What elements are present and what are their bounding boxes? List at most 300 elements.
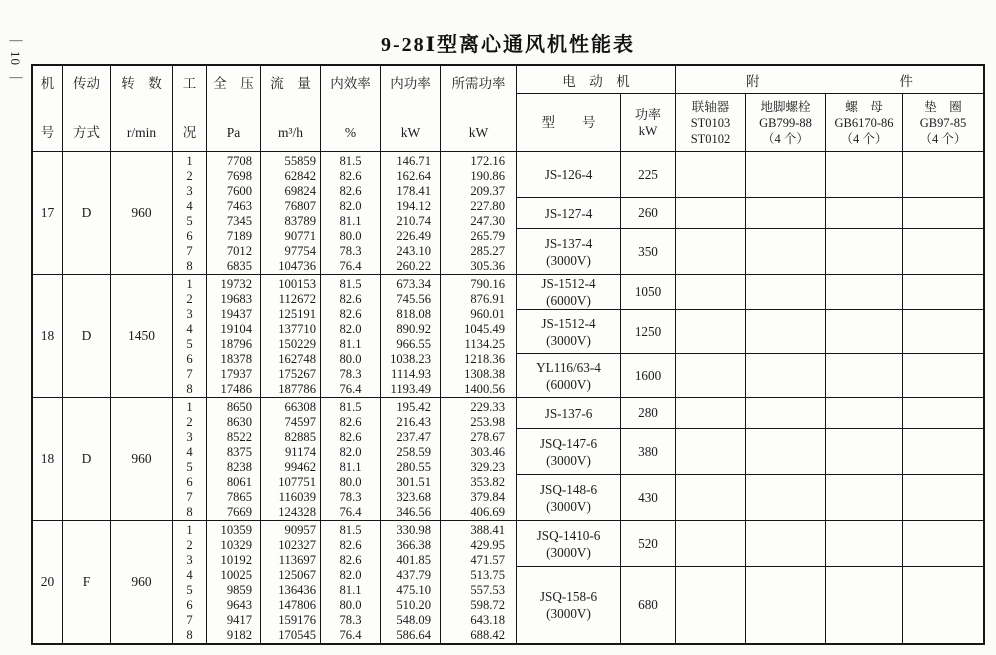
- cell-value: 247.30: [470, 214, 505, 228]
- drive-type: D: [81, 205, 92, 220]
- cell-value: 90957: [284, 523, 316, 537]
- cell-value: 83789: [284, 214, 316, 228]
- header-line: ST0103: [690, 115, 731, 130]
- cell-value: 172.16: [470, 154, 505, 168]
- coupling-cell: [676, 429, 746, 474]
- cell-value: 81.1: [339, 583, 362, 597]
- cell-value: 7463: [226, 199, 252, 213]
- motor-model: JSQ-147-6: [539, 435, 598, 451]
- cell-value: 346.56: [396, 505, 431, 519]
- cell-value: 253.98: [470, 415, 505, 429]
- header-line: 流 量: [270, 76, 311, 91]
- header-line: r/min: [126, 125, 157, 140]
- cell-value: 379.84: [470, 490, 505, 504]
- cell-value: 69824: [284, 184, 316, 198]
- motor-power: 520: [638, 535, 658, 551]
- cell-value: 586.64: [396, 628, 431, 642]
- machine-no-cell: [33, 275, 63, 397]
- drive-type: D: [81, 328, 92, 343]
- cell-value: 4: [186, 568, 193, 582]
- cell-value: 78.3: [339, 367, 362, 381]
- cell-value: 80.0: [339, 475, 362, 489]
- motor-row: [517, 567, 983, 643]
- page-number: 10: [7, 51, 23, 66]
- cell-value: 330.98: [396, 523, 431, 537]
- cell-value: 510.20: [396, 598, 431, 612]
- anchor-bolt-cell: [746, 567, 826, 643]
- cell-value: 113697: [278, 553, 316, 567]
- motor-power-cell: [621, 567, 676, 643]
- drive-type-cell: [63, 521, 111, 643]
- cell-value: 513.75: [470, 568, 505, 582]
- motor-row: [517, 152, 983, 198]
- motor-power-cell: [621, 152, 676, 197]
- cell-value: 5: [186, 337, 193, 351]
- coupling-cell: [676, 275, 746, 309]
- machine-no-cell: [33, 152, 63, 274]
- cell-value: 187786: [278, 382, 316, 396]
- anchor-bolt-cell: [746, 275, 826, 309]
- cell-value: 147806: [278, 598, 316, 612]
- performance-table: [31, 64, 985, 645]
- machine-no: 18: [40, 328, 55, 343]
- motor-accessory-section: [517, 398, 983, 520]
- col-header-efficiency: [321, 66, 381, 152]
- cell-value: 150229: [278, 337, 316, 351]
- cell-value: 429.95: [470, 538, 505, 552]
- header-line: 型 号: [541, 114, 596, 130]
- nut-cell: [826, 275, 903, 309]
- cell-value: 226.49: [396, 229, 431, 243]
- cell-value: 81.5: [339, 154, 362, 168]
- cell-value: 1193.49: [390, 382, 431, 396]
- header-line: 况: [182, 125, 197, 140]
- col-inner-power: [381, 275, 441, 397]
- cell-value: 5: [186, 214, 193, 228]
- cell-value: 1: [186, 154, 193, 168]
- cell-value: 9182: [226, 628, 252, 642]
- cell-value: 305.36: [470, 259, 505, 273]
- washer-cell: [903, 229, 983, 274]
- nut-cell: [826, 429, 903, 474]
- col-flow: [261, 152, 321, 274]
- washer-cell: [903, 567, 983, 643]
- cell-value: 99462: [284, 460, 316, 474]
- cell-value: 329.23: [470, 460, 505, 474]
- cell-value: 124328: [278, 505, 316, 519]
- table-header: [33, 66, 983, 152]
- washer-cell: [903, 354, 983, 397]
- cell-value: 548.09: [396, 613, 431, 627]
- cell-value: 1: [186, 523, 193, 537]
- cell-value: 301.51: [396, 475, 431, 489]
- cell-value: 82.0: [339, 568, 362, 582]
- cell-value: 3: [186, 553, 193, 567]
- washer-cell: [903, 275, 983, 309]
- motor-power: 350: [638, 243, 658, 259]
- machine-no-cell: [33, 521, 63, 643]
- cell-value: 82.0: [339, 199, 362, 213]
- cell-value: 7: [186, 613, 193, 627]
- cell-value: 1134.25: [464, 337, 505, 351]
- cell-value: 229.33: [470, 400, 505, 414]
- cell-value: 7189: [226, 229, 252, 243]
- cell-value: 80.0: [339, 352, 362, 366]
- cell-value: 8238: [226, 460, 252, 474]
- motor-row: [517, 354, 983, 397]
- motor-voltage: (6000V): [546, 376, 591, 392]
- col-efficiency: [321, 398, 381, 520]
- cell-value: 55859: [284, 154, 316, 168]
- cell-value: 19683: [220, 292, 252, 306]
- cell-value: 401.85: [396, 553, 431, 567]
- motor-row: [517, 310, 983, 354]
- cell-value: 81.1: [339, 337, 362, 351]
- motor-model: JSQ-148-6: [539, 481, 598, 497]
- motor-power: 680: [638, 597, 658, 613]
- washer-cell: [903, 521, 983, 566]
- anchor-bolt-cell: [746, 475, 826, 520]
- cell-value: 437.79: [396, 568, 431, 582]
- motor-row: [517, 398, 983, 429]
- cell-value: 9643: [226, 598, 252, 612]
- col-pressure: [207, 398, 261, 520]
- header-line: 螺 母: [845, 99, 883, 114]
- cell-value: 102327: [278, 538, 316, 552]
- header-line: 地脚螺栓: [760, 99, 811, 114]
- col-header-motor-power: [621, 94, 676, 152]
- anchor-bolt-cell: [746, 354, 826, 397]
- cell-value: 1308.38: [464, 367, 505, 381]
- col-condition: [173, 398, 207, 520]
- cell-value: 19104: [220, 322, 252, 336]
- cell-value: 82.6: [339, 169, 362, 183]
- page-title: 9-28Ⅰ型离心通风机性能表: [380, 34, 635, 56]
- motor-voltage: (3000V): [546, 252, 591, 268]
- header-line: 所需功率: [451, 76, 506, 91]
- cell-value: 406.69: [470, 505, 505, 519]
- cell-value: 17486: [220, 382, 252, 396]
- nut-cell: [826, 475, 903, 520]
- cell-value: 19437: [220, 307, 252, 321]
- motor-voltage: (3000V): [546, 606, 591, 622]
- cell-value: 285.27: [470, 244, 505, 258]
- motor-power: 1600: [634, 367, 662, 383]
- nut-cell: [826, 229, 903, 274]
- cell-value: 265.79: [470, 229, 505, 243]
- header-line: 内功率: [390, 76, 431, 91]
- cell-value: 278.67: [470, 430, 505, 444]
- table-body: [33, 152, 983, 643]
- coupling-cell: [676, 310, 746, 353]
- header-line: 附: [746, 73, 760, 89]
- col-header-washer: [903, 94, 983, 152]
- cell-value: 8061: [226, 475, 252, 489]
- cell-value: 66308: [284, 400, 316, 414]
- motor-power-cell: [621, 275, 676, 309]
- cell-value: 966.55: [396, 337, 431, 351]
- cell-value: 9417: [226, 613, 252, 627]
- header-line: 工: [182, 76, 197, 91]
- page-number-margin: [6, 32, 26, 85]
- cell-value: 90771: [284, 229, 316, 243]
- cell-value: 17937: [220, 367, 252, 381]
- motor-model-cell: [517, 275, 621, 309]
- motor-power: 280: [638, 405, 658, 420]
- anchor-bolt-cell: [746, 310, 826, 353]
- coupling-cell: [676, 521, 746, 566]
- motor-model: JS-1512-4: [541, 315, 596, 331]
- anchor-bolt-cell: [746, 229, 826, 274]
- col-header-required-power: [441, 66, 517, 152]
- col-required-power: [441, 521, 517, 643]
- cell-value: 81.5: [339, 523, 362, 537]
- coupling-cell: [676, 152, 746, 197]
- motor-model-cell: [517, 567, 621, 643]
- coupling-cell: [676, 398, 746, 428]
- cell-value: 1038.23: [390, 352, 431, 366]
- motor-model-cell: [517, 398, 621, 428]
- cell-value: 81.5: [339, 277, 362, 291]
- motor-power-cell: [621, 229, 676, 274]
- nut-cell: [826, 567, 903, 643]
- cell-value: 876.91: [470, 292, 505, 306]
- motor-accessory-section: [517, 521, 983, 643]
- cell-value: 10359: [220, 523, 252, 537]
- cell-value: 688.42: [470, 628, 505, 642]
- motor-power: 430: [638, 489, 658, 505]
- col-condition: [173, 275, 207, 397]
- motor-model-cell: [517, 198, 621, 228]
- motor-row: [517, 475, 983, 520]
- cell-value: 475.10: [396, 583, 431, 597]
- speed-cell: [111, 398, 173, 520]
- cell-value: 7: [186, 490, 193, 504]
- motor-voltage: (3000V): [546, 544, 591, 560]
- col-efficiency: [321, 521, 381, 643]
- cell-value: 323.68: [396, 490, 431, 504]
- cell-value: 7708: [226, 154, 252, 168]
- col-required-power: [441, 275, 517, 397]
- col-header-coupling: [676, 94, 746, 152]
- cell-value: 6: [186, 475, 193, 489]
- cell-value: 673.34: [396, 277, 431, 291]
- washer-cell: [903, 429, 983, 474]
- motor-row: [517, 198, 983, 229]
- motor-model: JS-126-4: [544, 167, 593, 182]
- motor-model: JSQ-1410-6: [536, 527, 601, 543]
- header-line: （4 个）: [762, 131, 809, 146]
- motor-power: 225: [638, 166, 658, 182]
- motor-model-cell: [517, 521, 621, 566]
- cell-value: 227.80: [470, 199, 505, 213]
- cell-value: 76.4: [339, 628, 362, 642]
- cell-value: 112672: [278, 292, 316, 306]
- motor-model-cell: [517, 429, 621, 474]
- col-efficiency: [321, 152, 381, 274]
- col-efficiency: [321, 275, 381, 397]
- washer-cell: [903, 310, 983, 353]
- cell-value: 890.92: [396, 322, 431, 336]
- motor-model-cell: [517, 310, 621, 353]
- cell-value: 353.82: [470, 475, 505, 489]
- cell-value: 81.1: [339, 460, 362, 474]
- cell-value: 237.47: [396, 430, 431, 444]
- cell-value: 82.0: [339, 322, 362, 336]
- anchor-bolt-cell: [746, 198, 826, 228]
- header-line: kW: [400, 125, 421, 140]
- cell-value: 80.0: [339, 229, 362, 243]
- coupling-cell: [676, 198, 746, 228]
- header-line: 件: [899, 73, 913, 89]
- cell-value: 82.6: [339, 292, 362, 306]
- motor-model: JS-137-6: [544, 405, 593, 421]
- cell-value: 76.4: [339, 505, 362, 519]
- cell-value: 8: [186, 505, 193, 519]
- col-required-power: [441, 398, 517, 520]
- cell-value: 216.43: [396, 415, 431, 429]
- header-line: kW: [468, 125, 489, 140]
- cell-value: 100153: [278, 277, 316, 291]
- cell-value: 82.6: [339, 307, 362, 321]
- header-line: 全 压: [213, 76, 254, 91]
- col-pressure: [207, 521, 261, 643]
- cell-value: 557.53: [470, 583, 505, 597]
- cell-value: 260.22: [396, 259, 431, 273]
- cell-value: 258.59: [396, 445, 431, 459]
- nut-cell: [826, 398, 903, 428]
- table-row-block: [33, 398, 983, 521]
- motor-model: JS-137-4: [544, 235, 593, 251]
- motor-power-cell: [621, 429, 676, 474]
- nut-cell: [826, 354, 903, 397]
- cell-value: 8: [186, 382, 193, 396]
- motor-voltage: (3000V): [546, 452, 591, 468]
- cell-value: 9859: [226, 583, 252, 597]
- col-required-power: [441, 152, 517, 274]
- col-inner-power: [381, 398, 441, 520]
- motor-power: 380: [638, 443, 658, 459]
- cell-value: 790.16: [470, 277, 505, 291]
- washer-cell: [903, 198, 983, 228]
- cell-value: 4: [186, 322, 193, 336]
- motor-model-cell: [517, 152, 621, 197]
- cell-value: 8630: [226, 415, 252, 429]
- header-line: 号: [40, 125, 55, 140]
- header-line: Pa: [226, 125, 241, 140]
- anchor-bolt-cell: [746, 398, 826, 428]
- cell-value: 104736: [278, 259, 316, 273]
- header-line: 电 动 机: [562, 73, 630, 89]
- motor-model: JS-127-4: [544, 205, 593, 221]
- table-row-block: [33, 152, 983, 275]
- motor-model: YL116/63-4: [536, 359, 601, 375]
- cell-value: 210.74: [396, 214, 431, 228]
- motor-power-cell: [621, 398, 676, 428]
- header-line: m³/h: [277, 125, 304, 140]
- cell-value: 19732: [220, 277, 252, 291]
- cell-value: 78.3: [339, 613, 362, 627]
- cell-value: 1: [186, 277, 193, 291]
- cell-value: 818.08: [396, 307, 431, 321]
- cell-value: 91174: [284, 445, 316, 459]
- motor-row: [517, 229, 983, 274]
- col-header-motor-model: [517, 94, 621, 152]
- cell-value: 8522: [226, 430, 252, 444]
- motor-row: [517, 275, 983, 310]
- cell-value: 10329: [220, 538, 252, 552]
- cell-value: 960.01: [470, 307, 505, 321]
- header-line: （4 个）: [919, 131, 967, 146]
- cell-value: 82.6: [339, 553, 362, 567]
- cell-value: 116039: [278, 490, 316, 504]
- cell-value: 7669: [226, 505, 252, 519]
- motor-voltage: (6000V): [546, 293, 591, 308]
- cell-value: 82.0: [339, 445, 362, 459]
- washer-cell: [903, 152, 983, 197]
- cell-value: 78.3: [339, 490, 362, 504]
- cell-value: 7600: [226, 184, 252, 198]
- header-line: 机: [40, 76, 55, 91]
- cell-value: 209.37: [470, 184, 505, 198]
- col-pressure: [207, 275, 261, 397]
- cell-value: 7698: [226, 169, 252, 183]
- washer-cell: [903, 475, 983, 520]
- motor-model: JS-1512-4: [541, 276, 596, 291]
- header-line: 功率: [634, 106, 661, 122]
- header-line: 传动: [73, 76, 100, 91]
- motor-power-cell: [621, 521, 676, 566]
- col-header-speed: [111, 66, 173, 152]
- col-condition: [173, 152, 207, 274]
- cell-value: 6: [186, 352, 193, 366]
- cell-value: 162.64: [396, 169, 431, 183]
- coupling-cell: [676, 229, 746, 274]
- col-inner-power: [381, 521, 441, 643]
- speed-value: 960: [131, 451, 152, 466]
- speed-value: 1450: [128, 328, 155, 343]
- cell-value: 82.6: [339, 538, 362, 552]
- drive-type-cell: [63, 398, 111, 520]
- page-number-dash-top: —: [9, 32, 23, 47]
- motor-row: [517, 429, 983, 475]
- cell-value: 195.42: [396, 400, 431, 414]
- col-pressure: [207, 152, 261, 274]
- cell-value: 1114.93: [391, 367, 431, 381]
- cell-value: 3: [186, 430, 193, 444]
- coupling-cell: [676, 475, 746, 520]
- cell-value: 137710: [278, 322, 316, 336]
- cell-value: 194.12: [396, 199, 431, 213]
- cell-value: 10192: [220, 553, 252, 567]
- speed-cell: [111, 152, 173, 274]
- cell-value: 1: [186, 400, 193, 414]
- nut-cell: [826, 152, 903, 197]
- cell-value: 8650: [226, 400, 252, 414]
- cell-value: 598.72: [470, 598, 505, 612]
- drive-type-cell: [63, 152, 111, 274]
- motor-power: 1050: [634, 284, 662, 299]
- col-flow: [261, 521, 321, 643]
- col-header-inner-power: [381, 66, 441, 152]
- anchor-bolt-cell: [746, 521, 826, 566]
- col-header-flow: [261, 66, 321, 152]
- cell-value: 62842: [284, 169, 316, 183]
- cell-value: 162748: [278, 352, 316, 366]
- cell-value: 5: [186, 460, 193, 474]
- cell-value: 136436: [278, 583, 316, 597]
- motor-model-cell: [517, 475, 621, 520]
